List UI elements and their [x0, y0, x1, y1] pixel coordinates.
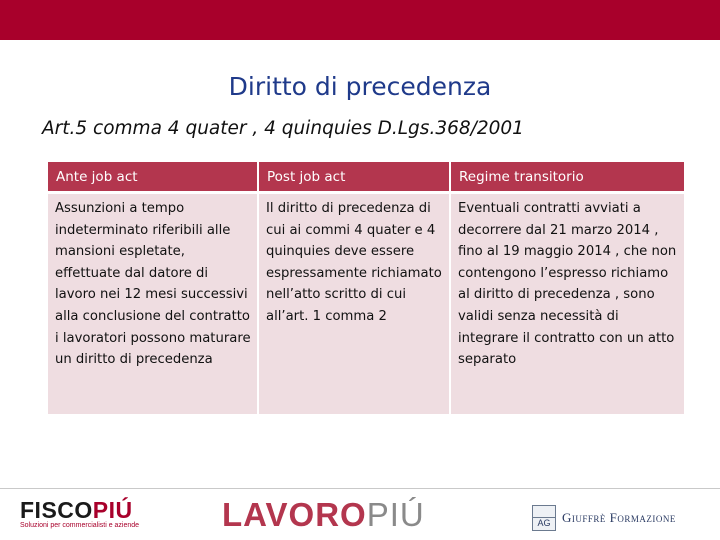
comparison-table	[48, 162, 684, 414]
cell-post-job-act: Il diritto di precedenza di cui ai commi 4 quater e 4 quinquies deve essere espressamente richiamato nell’atto scritto di cui all’art. 1 comma 2	[258, 193, 450, 415]
header-regime-transitorio: Regime transitorio	[450, 162, 684, 193]
footer-divider	[0, 488, 720, 489]
fiscopiu-logo	[20, 497, 139, 529]
header-ante-job-act: Ante job act	[48, 162, 258, 193]
top-banner	[0, 0, 720, 40]
table-row	[48, 193, 684, 415]
giuffre-formazione-logo	[532, 505, 676, 531]
table-header-row	[48, 162, 684, 193]
lavoropiu-logo	[222, 496, 425, 534]
ag-logo-text: AG	[537, 518, 551, 528]
ag-logo-icon	[532, 505, 556, 531]
fiscopiu-accent: PIÚ	[92, 497, 133, 523]
header-post-job-act: Post job act	[258, 162, 450, 193]
fiscopiu-tagline: Soluzioni per commercialisti e aziende	[20, 522, 140, 529]
fiscopiu-name: FISCO	[20, 497, 93, 523]
cell-regime-transitorio: Eventuali contratti avviati a decorrere dal 21 marzo 2014 , fino al 19 maggio 2014 , che non contengono l’espresso richiamo al diritto di precedenza , sono validi senza necessità di integrare il contratto con un atto separato	[450, 193, 684, 415]
lavoropiu-accent: PIÚ	[366, 496, 425, 533]
cell-ante-job-act: Assunzioni a tempo indeterminato riferibili alle mansioni espletate, effettuate dal datore di lavoro nei 12 mesi successivi alla conclusione del contratto i lavoratori possono maturare un diritto di precedenza	[48, 193, 258, 415]
slide-subtitle: Art.5 comma 4 quater , 4 quinquies D.Lgs.368/2001	[42, 118, 524, 139]
fiscopiu-wordmark	[20, 497, 139, 524]
slide-title: Diritto di precedenza	[228, 72, 492, 101]
lavoropiu-name: LAVORO	[222, 496, 367, 533]
giuffre-formazione-text: Giuffrè Formazione	[562, 510, 676, 525]
